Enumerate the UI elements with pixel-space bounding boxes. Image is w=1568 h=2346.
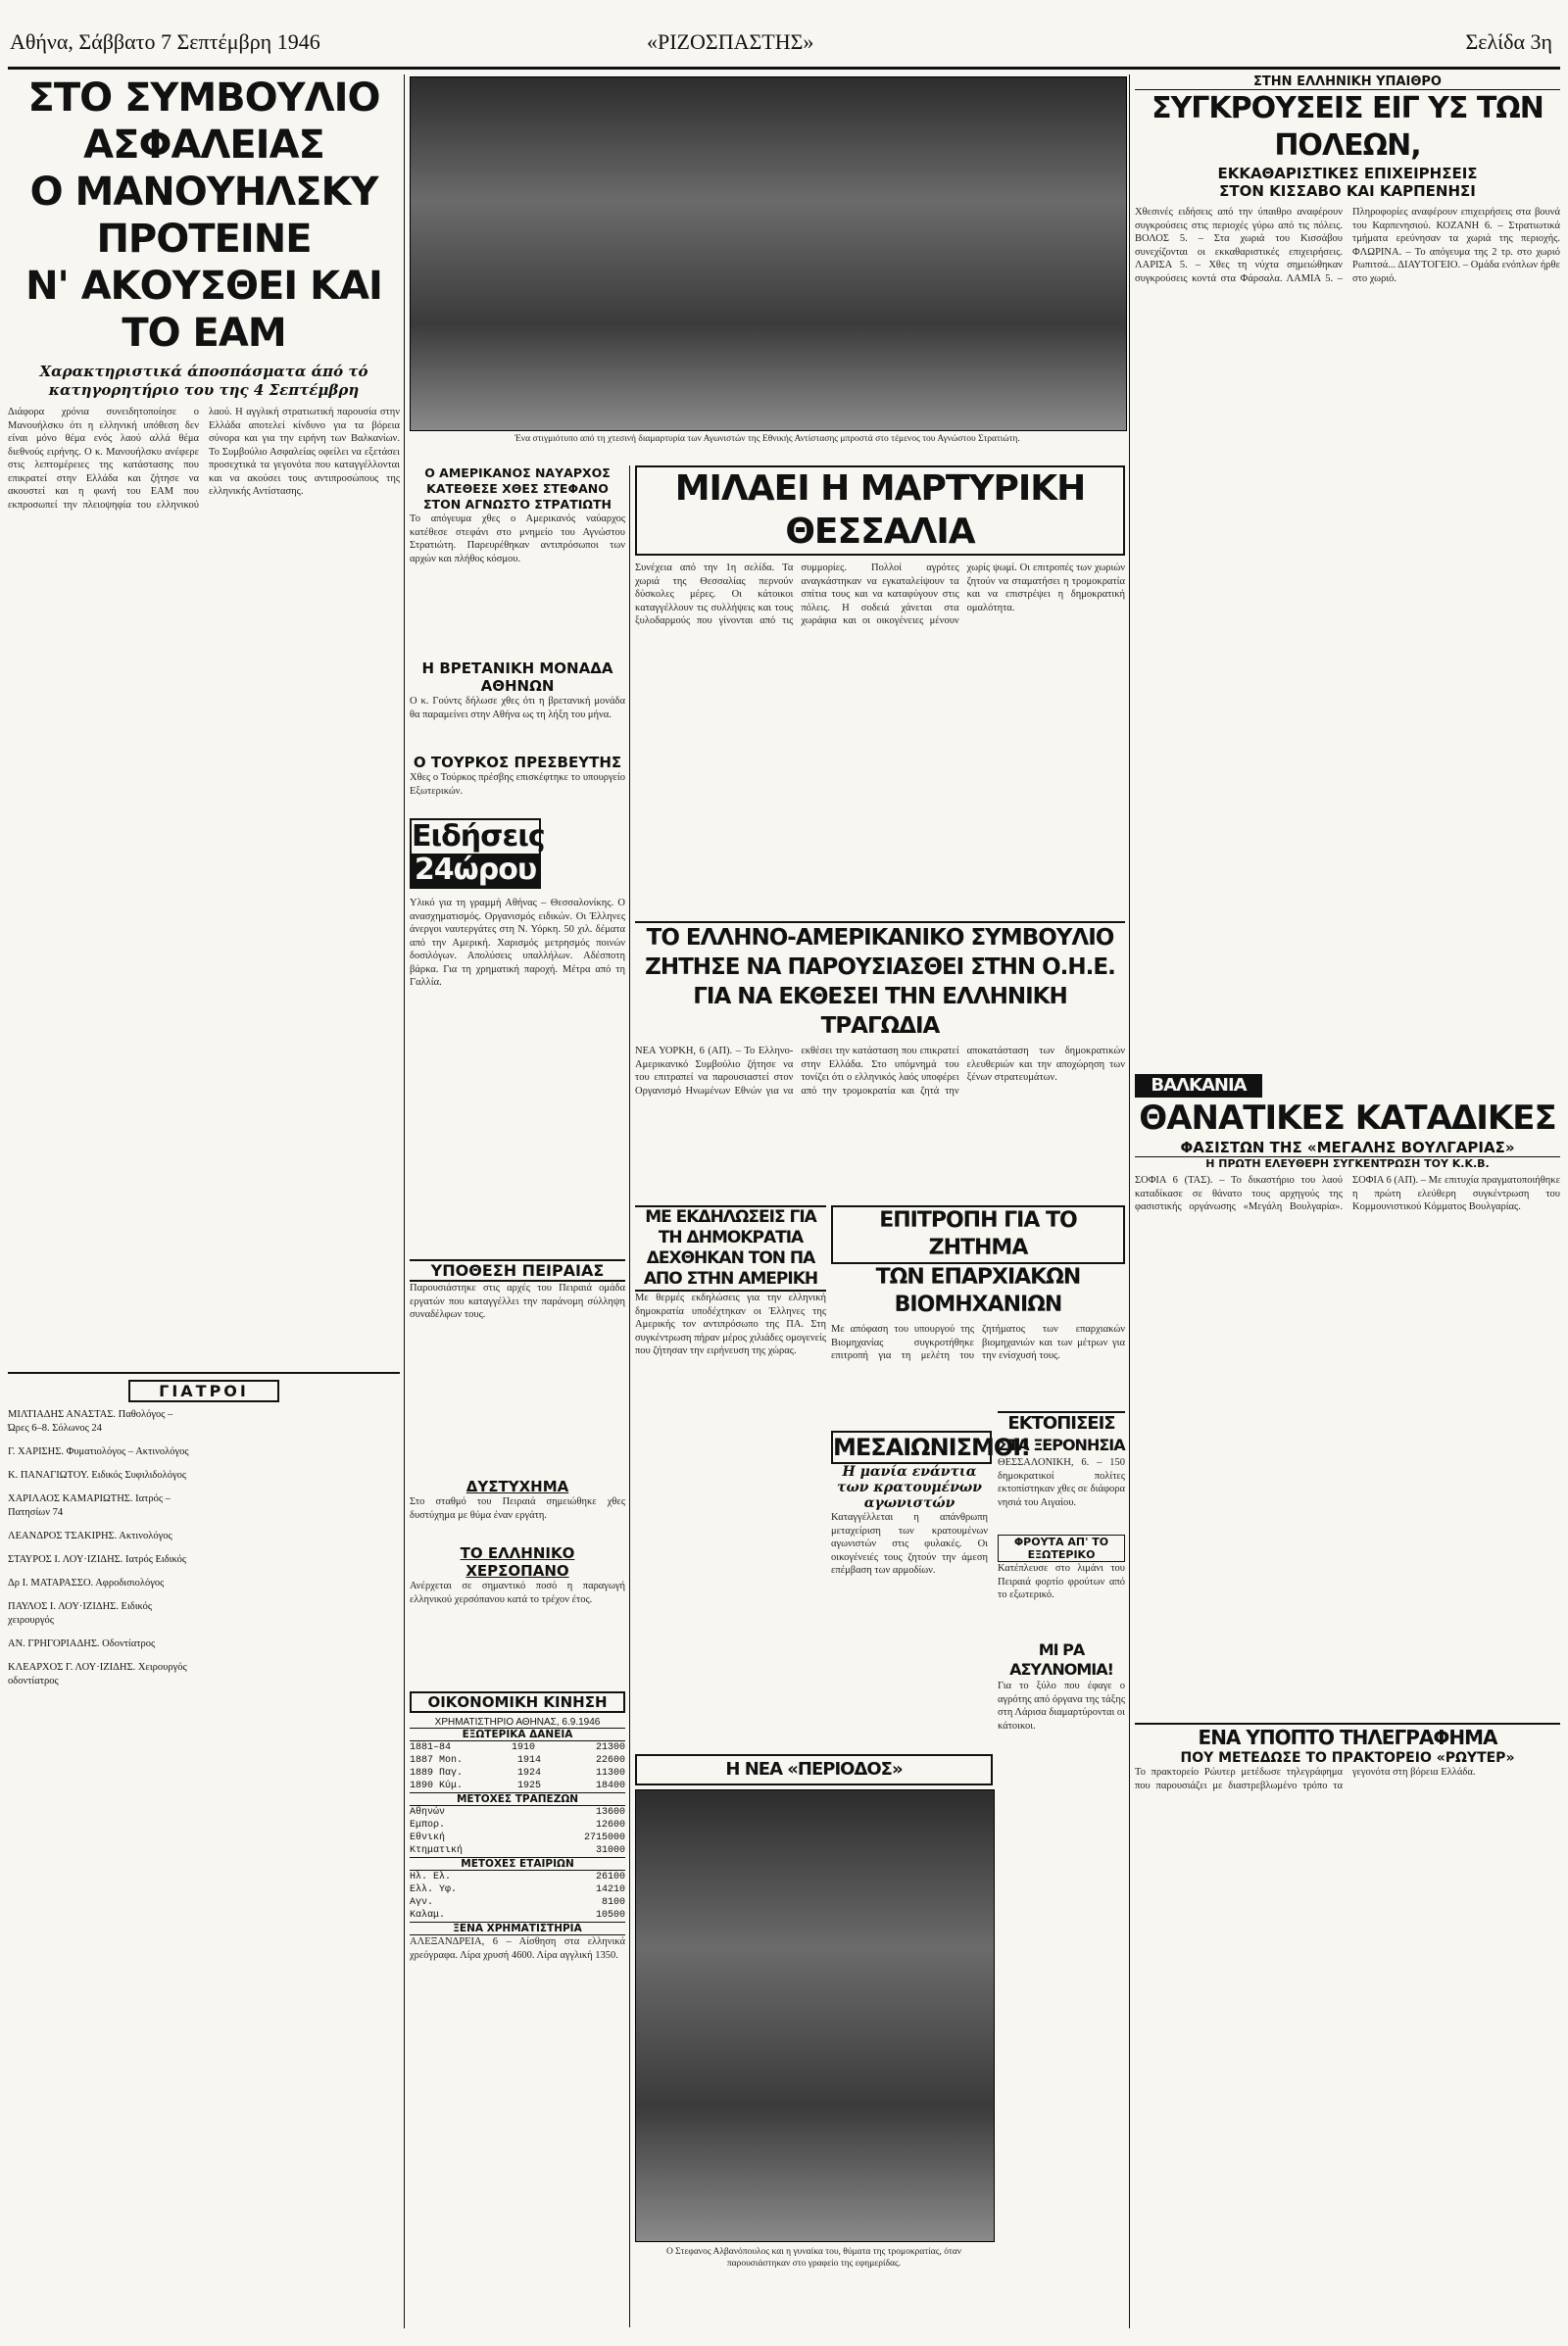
doctor-entry: Κ. ΠΑΝΑΓΙΩΤΟΥ. Ειδικός Συφιλιδολόγος <box>8 1470 187 1481</box>
table-cell: Καλαμ. <box>410 1910 446 1921</box>
table-cell: 31000 <box>595 1845 625 1856</box>
table-cell: 22600 <box>595 1755 625 1766</box>
banks-title: ΜΕΤΟΧΕΣ ΤΡΑΠΕΖΩΝ <box>410 1792 625 1806</box>
right-sub-1: ΕΚΚΑΘΑΡΙΣΤΙΚΕΣ ΕΠΙΧΕΙΡΗΣΕΙΣ <box>1217 165 1478 182</box>
table-cell: 13600 <box>595 1807 625 1818</box>
thessalia-headline: ΜΙΛΑΕΙ Η ΜΑΡΤΥΡΙΚΗ ΘΕΣΣΑΛΙΑ <box>635 465 1125 556</box>
death-title: ΘΑΝΑΤΙΚΕΣ ΚΑΤΑΔΙΚΕΣ <box>1139 1099 1556 1138</box>
table-cell: 1889 Παγ. <box>410 1768 464 1779</box>
masthead-paper: «ΡΙΖΟΣΠΑΣΤΗΣ» <box>647 29 814 54</box>
table-row <box>410 1883 625 1896</box>
demo-text: Με θερμές εκδηλώσεις για την ελληνική δημοκρατία υποδέχτηκαν οι Έλληνες της Αμερικής τον αντιπρόσωπο της ΠΑ. Στη συγκέντρωση πήραν μέρος χιλιάδες ομογενείς που ζήτησαν την ειρήνευση της χώρας. <box>635 1293 829 1356</box>
table-cell: 21300 <box>595 1742 625 1753</box>
doctors-title: ΓΙΑΤΡΟΙ <box>128 1380 279 1402</box>
mesaionismos-text: Καταγγέλλεται η απάνθρωπη μεταχείριση των κρατουμένων αγωνιστών στις φυλακές. Οι οικογένειές τους ζητούν την άμεση επέμβαση των αρμοδίων. <box>831 1512 991 1576</box>
table-row <box>410 1844 625 1857</box>
protest-photo-caption: Ένα στιγμιότυπο από τη χτεσινή διαμαρτυρία των Αγωνιστών της Εθνικής Αντίστασης μπροστά στο τέμενος του Αγνώστου Στρατιώτη. <box>514 434 1020 444</box>
demo-story <box>635 1205 829 1754</box>
death-sub: ΦΑΣΙΣΤΩΝ ΤΗΣ «ΜΕΓΑΛΗΣ ΒΟΥΛΓΑΡΙΑΣ» <box>1180 1139 1515 1156</box>
right-headline: ΣΥΓΚΡΟΥΣΕΙΣ ΕΙΓ ΥΣ ΤΩΝ ΠΟΛΕΩΝ, <box>1152 91 1544 163</box>
doctor-entry: ΧΑΡΙΛΑΟΣ ΚΑΜΑΡΙΩΤΗΣ. Ιατρός – Πατησίων 74 <box>8 1493 171 1518</box>
table-cell: 2715000 <box>583 1833 625 1843</box>
doctor-entry: ΛΕΑΝΔΡΟΣ ΤΣΑΚΙΡΗΣ. Ακτινολόγος <box>8 1531 172 1541</box>
mesaionismos-title: ΜΕΣΑΙΩΝΙΣΜΟΙ! <box>831 1431 992 1464</box>
demo-headline: ΜΕ ΕΚΔΗΛΩΣΕΙΣ ΓΙΑ ΤΗ ΔΗΜΟΚΡΑΤΙΑ ΔΕΧΘΗΚΑΝ ΤΟΝ ΠΑ ΑΠΟ ΣΤΗΝ ΑΜΕΡΙΚΗ <box>635 1205 826 1292</box>
security-headline-2: Ο ΜΑΝΟΥΗΛΣΚΥ ΠΡΟΤΕΙΝΕ <box>29 170 378 262</box>
doctor-entry: ΑΝ. ΓΡΗΓΟΡΙΑΔΗΣ. Οδοντίατρος <box>8 1638 156 1649</box>
table-cell: Ηλ. Ελ. <box>410 1872 452 1882</box>
industry-headline-1: ΕΠΙΤΡΟΠΗ ΓΙΑ ΤΟ ΖΗΤΗΜΑ <box>831 1205 1125 1264</box>
british-title: Η ΒΡΕΤΑΝΙΚΗ ΜΟΝΑΔΑ ΑΘΗΝΩΝ <box>421 660 613 695</box>
piraeus-text: Παρουσιάστηκε στις αρχές του Πειραιά ομάδα εργατών που καταγγέλλει την παράνομη σύλληψη συναδέλφων τους. <box>410 1283 628 1320</box>
table-row <box>410 1741 625 1754</box>
table-cell: Ελλ. Υφ. <box>410 1884 458 1895</box>
table-row <box>410 1832 625 1844</box>
table-row <box>410 1754 625 1767</box>
un-text: ΝΕΑ ΥΟΡΚΗ, 6 (ΑΠ). – Το Ελληνο-Αμερικανικό Συμβούλιο ζήτησε να του επιτραπεί να παρουσιαστεί στον Οργανισμό Ηνωμένων Εθνών για να εκθέσει την κατάσταση που επικρατεί στην Ελλάδα. Στο υπόμνημά του τονίζει ότι ο ελληνικός λαός υποφέρει από την τρομοκρατία και ζητά την αποκατάσταση των δημοκρατικών ελευθεριών και την αποχώρηση των ξένων στρατευμάτων. <box>635 1046 1128 1097</box>
table-cell: Αθηνών <box>410 1807 446 1818</box>
periodos-story <box>635 1754 993 2313</box>
col-rule-2 <box>629 465 630 2327</box>
doctor-entry: ΚΛΕΑΡΧΟΣ Γ. ΛΟΥ·ΙΖΙΔΗΣ. Χειρουργός οδοντίατρος <box>8 1662 187 1686</box>
dysma-text: Στο σταθμό του Πειραιά σημειώθηκε χθες δυστύχημα με θύμα έναν εργάτη. <box>410 1496 628 1521</box>
right-text: Χθεσινές ειδήσεις από την ύπαιθρο αναφέρουν συγκρούσεις στις περιοχές γύρω από τις πόλεις. ΒΟΛΟΣ 5. – Στα χωριά του Κισσάβου συνεχίζονται οι εκκαθαριστικές επιχειρήσεις. ΛΑΡΙΣΑ 5. – Χθες τη νύχτα σημειώθηκαν συγκρούσεις κοντά στα Φάρσαλα. ΛΑΜΙΑ 5. – Πληροφορίες αναφέρουν επιχειρήσεις στα βουνά του Καρπενησιού. ΚΟΖΑΝΗ 6. – Στρατιωτικά τμήματα ερεύνησαν τα χωριά της περιοχής. ΦΛΩΡΙΝΑ. – Το απόγευμα της 2 τρ. στο χωριό Ρωπιτσά... ΔΙΑΥΤΟΓΕΙΟ. – Ομάδα ενόπλων ήρθε στο χωριό. <box>1135 207 1563 284</box>
balkan-tab: ΒΑΛΚΑΝΙΑ <box>1135 1074 1262 1098</box>
mesaionismos-sub: Η μανία ενάντια των κρατουμένων αγωνιστών <box>837 1464 982 1511</box>
foreign-title: ΞΕΝΑ ΧΡΗΜΑΤΙΣΤΗΡΙΑ <box>410 1922 625 1935</box>
exile-title-2: ΣΤΑ ΞΕΡΟΝΗΣΙΑ <box>998 1436 1125 1454</box>
reuters-rule <box>1135 1723 1560 1725</box>
col-rule-3 <box>1129 74 1130 2328</box>
security-column <box>8 74 403 2328</box>
un-story <box>635 921 1128 1196</box>
dysma-title: ΔΥΣΤΥΧΗΜΑ <box>466 1478 569 1495</box>
table-cell: 1914 <box>516 1755 541 1766</box>
doctor-entry: ΜΙΛΤΙΑΔΗΣ ΑΝΑΣΤΑΣ. Παθολόγος – Ώρες 6–8. Σόλωνος 24 <box>8 1409 173 1434</box>
death-text: ΣΟΦΙΑ 6 (ΤΑΣ). – Το δικαστήριο του λαού καταδίκασε σε θάνατο τους αρχηγούς της φασιστικής οργάνωσης «Μεγάλη Βουλγαρία». ΣΟΦΙΑ 6 (ΑΠ). – Με επιτυχία πραγματοποιήθηκε η πρώτη ελεύθερη συγκέντρωση του Κομμουνιστικού Κόμματος Βουλγαρίας. <box>1135 1175 1563 1212</box>
death-kicker: Η ΠΡΩΤΗ ΕΛΕΥΘΕΡΗ ΣΥΓΚΕΝΤΡΩΣΗ ΤΟΥ Κ.Κ.Β. <box>1135 1156 1560 1170</box>
fruits-text: Κατέπλευσε στο λιμάνι του Πειραιά φορτίο φρούτων από το εξωτερικό. <box>998 1563 1128 1600</box>
table-cell: 10500 <box>595 1910 625 1921</box>
un-headline-1: ΤΟ ΕΛΛΗΝΟ-ΑΜΕΡΙΚΑΝΙΚΟ ΣΥΜΒΟΥΛΙΟ <box>646 925 1114 951</box>
periodos-photo <box>635 1789 995 2242</box>
table-cell: Εμπορ. <box>410 1820 446 1831</box>
economic-title: ΟΙΚΟΝΟΜΙΚΗ ΚΙΝΗΣΗ <box>410 1691 625 1713</box>
right-column <box>1135 74 1563 2328</box>
asylum-text: Για το ξύλο που έφαγε ο αγρότης από όργανα της τάξης στη Λάρισα διαμαρτύρονται οι κάτοικοι. <box>998 1681 1128 1732</box>
protest-photo <box>410 76 1127 431</box>
exchange-title: ΧΡΗΜΑΤΙΣΤΗΡΙΟ ΑΘΗΝΑΣ, 6.9.1946 <box>434 1717 601 1728</box>
thessalia-story <box>635 465 1128 916</box>
security-headline-3: Ν' ΑΚΟΥΣΘΕΙ ΚΑΙ ΤΟ ΕΑΜ <box>25 264 382 356</box>
reuters-sub: ΠΟΥ ΜΕΤΕΔΩΣΕ ΤΟ ΠΡΑΚΤΟΡΕΙΟ «ΡΩΥΤΕΡ» <box>1180 1750 1515 1766</box>
asylum-title: ΜΙ ΡΑ ΑΣΥΛΝΟΜΙΑ! <box>1009 1640 1113 1679</box>
table-cell: 11300 <box>595 1768 625 1779</box>
navarxos-title: Ο ΑΜΕΡΙΚΑΝΟΣ ΝΑΥΑΡΧΟΣ ΚΑΤΕΘΕΣΕ ΧΘΕΣ ΣΤΕΦΑΝΟ ΣΤΟΝ ΑΓΝΩΣΤΟ ΣΤΡΑΤΙΩΤΗ <box>423 465 612 512</box>
reuters-text: Το πρακτορείο Ρώυτερ μετέδωσε τηλεγράφημα που παρουσιάζει με διαστρεβλωμένο τρόπο τα γεγονότα στη βόρεια Ελλάδα. <box>1135 1767 1476 1791</box>
table-cell: 1881–84 <box>410 1742 452 1753</box>
banks-table <box>410 1806 625 1857</box>
table-cell: 18400 <box>595 1781 625 1791</box>
doctors-rule <box>8 1372 400 1374</box>
news-title-2: 24ώρου <box>412 854 539 887</box>
security-text: Διάφορα χρόνια συνειδητοποίησε ο Μανουήλσκυ ότι η ελληνική υπόθεση δεν είναι μόνο θέμα ενός λαού αλλά θέμα διεθνούς ειρήνης. Ο κ. Μανουήλσκυ ανέφερε στις λεπτομέρειες της κατάστασης που επικρατεί στην Ελλάδα και ζήτησε να ακουστεί και η φωνή του ΕΑΜ που εκπροσωπεί την πλειοψηφία του ελληνικού λαού. Η αγγλική στρατιωτική παρουσία στην Ελλάδα αποτελεί κίνδυνο για τα βόρεια σύνορα και για την ειρήνη των Βαλκανίων. Το Συμβούλιο Ασφαλείας οφείλει να εξετάσει προσεχτικά τα γεγονότα που καταγγέλλονται και να ακούσει τους αντιπροσώπους της ελληνικής Αντίστασης. <box>8 407 403 511</box>
news-title-1: Ειδήσεις <box>412 819 545 854</box>
right-sub-2: ΣΤΟΝ ΚΙΣΣΑΒΟ ΚΑΙ ΚΑΡΠΕΝΗΣΙ <box>1219 182 1476 200</box>
masthead-date: Αθήνα, Σάββατο 7 Σεπτέμβρη 1946 <box>10 29 320 54</box>
table-cell: 14210 <box>595 1884 625 1895</box>
doctor-entry: ΠΑΥΛΟΣ Ι. ΛΟΥ·ΙΖΙΔΗΣ. Ειδικός χειρουργός <box>8 1601 153 1626</box>
right-kicker: ΣΤΗΝ ΕΛΛΗΝΙΚΗ ΥΠΑΙΘΡΟ <box>1135 74 1560 90</box>
table-row <box>410 1909 625 1922</box>
companies-title: ΜΕΤΟΧΕΣ ΕΤΑΙΡΙΩΝ <box>410 1857 625 1871</box>
doctor-entry: ΣΤΑΥΡΟΣ Ι. ΛΟΥ·ΙΖΙΔΗΣ. Ιατρός Ειδικός <box>8 1554 186 1565</box>
navarxos-text: Το απόγευμα χθες ο Αμερικανός ναύαρχος κατέθεσε στεφάνι στο μνημείο του Αγνώστου Στρατιώτη. Παρευρέθηκαν αντιπρόσωποι των αρχών και πλήθος κόσμου. <box>410 513 628 564</box>
loans-title: ΕΞΩΤΕΡΙΚΑ ΔΑΝΕΙΑ <box>410 1728 625 1741</box>
exile-story <box>998 1411 1128 1862</box>
table-row <box>410 1871 625 1883</box>
foreign-text: ΑΛΕΞΑΝΔΡΕΙΑ, 6 – Αίσθηση στα ελληνικά χρεόγραφα. Λίρα χρυσή 4600. Λίρα αγγλική 1350. <box>410 1936 628 1961</box>
table-cell: 1887 Mon. <box>410 1755 464 1766</box>
turk-title: Ο ΤΟΥΡΚΟΣ ΠΡΕΣΒΕΥΤΗΣ <box>413 754 622 771</box>
industry-headline-2: ΤΩΝ ΕΠΑΡΧΙΑΚΩΝ ΒΙΟΜΗΧΑΝΙΩΝ <box>875 1265 1081 1317</box>
british-text: Ο κ. Γούντς δήλωσε χθες ότι η βρετανική μονάδα θα παραμείνει στην Αθήνα ως τη λήξη του μήνα. <box>410 696 628 720</box>
security-headline-1: ΣΤΟ ΣΥΜΒΟΥΛΙΟ ΑΣΦΑΛΕΙΑΣ <box>27 75 380 168</box>
table-cell: 1924 <box>516 1768 541 1779</box>
news-text: Υλικό για τη γραμμή Αθήνας – Θεσσαλονίκης. Ο ανασχηματισμός. Οργανισμός ειδικών. Οι Έλληνες άνεργοι ναυτεργάτες στη Ν. Υόρκη. 50 χιλ. δέματα από την Αμερική. Χαρισμός μετρησμός ποινών δοσιλόγων. Απολύσεις υπαλλήλων. Αδέσποτη βάρκα. Για τη χρηματική παροχή. Μέτρα από τη Γαλλία. <box>410 898 628 988</box>
table-row <box>410 1819 625 1832</box>
loans-table <box>410 1741 625 1792</box>
security-subhead: Χαρακτηριστικά άποσπάσματα άπό τό κατηγορητήριο του της 4 Σεπτέμβρη <box>39 363 368 399</box>
news-24-box <box>410 818 545 889</box>
table-cell: 12600 <box>595 1820 625 1831</box>
xeropano-text: Ανέρχεται σε σημαντικό ποσό η παραγωγή ελληνικού χερσόπανου κατά το τρέχον έτος. <box>410 1581 628 1605</box>
doctor-entry: Δρ Ι. ΜΑΤΑΡΑΣΣΟ. Αφροδισιολόγος <box>8 1578 165 1588</box>
un-headline-2: ΖΗΤΗΣΕ ΝΑ ΠΑΡΟΥΣΙΑΣΘΕΙ ΣΤΗΝ Ο.Η.Ε. <box>645 954 1115 980</box>
un-rule <box>635 921 1125 923</box>
thessalia-text: Συνέχεια από την 1η σελίδα. Τα χωριά της Θεσσαλίας περνούν δύσκολες μέρες. Οι κάτοικοι καταγγέλλουν τις συλλήψεις και τους ξυλοδαρμούς που γίνονται από τις συμμορίες. Πολλοί αγρότες αναγκάστηκαν να εγκαταλείψουν τα σπίτια τους και να καταφύγουν στις πόλεις. Η σοδειά χάνεται στα χωράφια και οι οικογένειες μένουν χωρίς ψωμί. Οι επιτροπές των χωριών ζητούν να σταματήσει η τρομοκρατία και να επιστρέψει η δημοκρατική ομαλότητα. <box>635 562 1128 626</box>
masthead-rule <box>8 67 1560 70</box>
reuters-title: ΕΝΑ ΥΠΟΠΤΟ ΤΗΛΕΓΡΑΦΗΜΑ <box>1198 1726 1497 1749</box>
doctor-entry: Γ. ΧΑΡΙΣΗΣ. Φυματιολόγος – Ακτινολόγος <box>8 1446 189 1457</box>
table-cell: 26100 <box>595 1872 625 1882</box>
exile-text: ΘΕΣΣΑΛΟΝΙΚΗ, 6. – 150 δημοκρατικοί πολίτες εκτοπίστηκαν χθες σε διάφορα νησιά του Αιγαίου. <box>998 1457 1128 1508</box>
doctors-list <box>8 1408 194 1688</box>
industry-text: Με απόφαση του υπουργού της Βιομηχανίας συγκροτήθηκε επιτροπή για τη μελέτη του ζητήματος των επαρχιακών βιομηχανιών και των μέτρων για την ενίσχυσή τους. <box>831 1324 1128 1361</box>
exile-title-1: ΕΚΤΟΠΙΣΕΙΣ <box>998 1411 1125 1435</box>
fruits-title: ΦΡΟΥΤΑ ΑΠ' ΤΟ ΕΞΩΤΕΡΙΚΟ <box>998 1535 1125 1562</box>
masthead-page: Σελίδα 3η <box>1465 29 1552 54</box>
table-cell: 8100 <box>601 1897 625 1908</box>
table-cell: Εθνική <box>410 1833 446 1843</box>
table-row <box>410 1780 625 1792</box>
turk-text: Χθες ο Τούρκος πρέσβης επισκέφτηκε το υπουργείο Εξωτερικών. <box>410 772 628 797</box>
table-cell: 1925 <box>516 1781 541 1791</box>
table-cell: 1890 Κύμ. <box>410 1781 464 1791</box>
table-cell: 1910 <box>511 1742 535 1753</box>
table-cell: Αγν. <box>410 1897 434 1908</box>
table-cell: Κτηματική <box>410 1845 464 1856</box>
xeropano-title: ΤΟ ΕΛΛΗΝΙΚΟ ΧΕΡΣΟΠΑΝΟ <box>460 1544 575 1580</box>
table-row <box>410 1767 625 1780</box>
periodos-caption: Ο Στεφανος Αλβανόπουλος και η γυναίκα του, θύματα της τρομοκρατίας, όταν παρουσιάστηκαν στο γραφείο της εφημερίδας. <box>665 2247 962 2269</box>
companies-table <box>410 1871 625 1922</box>
table-row <box>410 1806 625 1819</box>
piraeus-title: ΥΠΟΘΕΣΗ ΠΕΙΡΑΙΑΣ <box>410 1259 625 1282</box>
periodos-title: Η ΝΕΑ «ΠΕΡΙΟΔΟΣ» <box>635 1754 993 1785</box>
col-rule-1 <box>404 74 405 2328</box>
table-row <box>410 1896 625 1909</box>
un-headline-3: ΓΙΑ ΝΑ ΕΚΘΕΣΕΙ ΤΗΝ ΕΛΛΗΝΙΚΗ ΤΡΑΓΩΔΙΑ <box>693 984 1067 1039</box>
left-mid-column <box>410 465 628 2327</box>
